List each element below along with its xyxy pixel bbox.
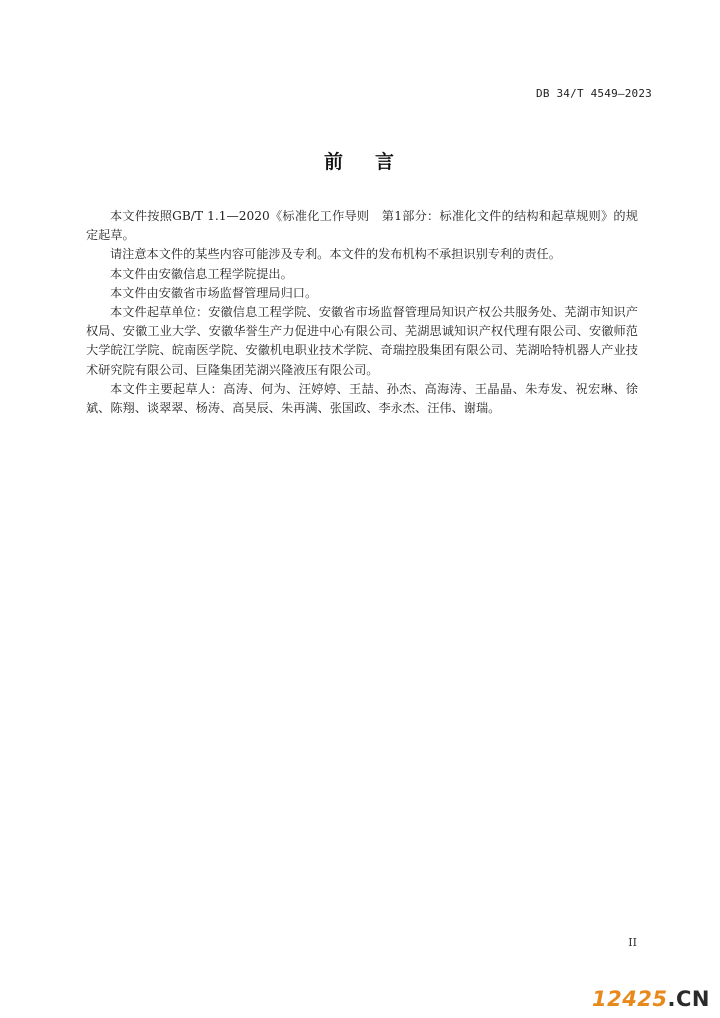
section-title-char-1: 前 <box>323 151 345 173</box>
paragraph-administrator: 本文件由安徽省市场监督管理局归口。 <box>110 285 318 300</box>
paragraph-proposer: 本文件由安徽信息工程学院提出。 <box>110 266 293 281</box>
page-number: II <box>628 936 637 949</box>
foreword-body <box>86 207 638 418</box>
section-title-char-2: 言 <box>375 151 397 173</box>
watermark-suffix: .CN <box>667 987 710 1011</box>
paragraph-drafting-basis: 本文件按照GB/T 1.1—2020《标准化工作导则 第1部分：标准化文件的结构和起草规则》的规定起草。 <box>86 209 638 243</box>
section-title <box>0 147 720 174</box>
paragraph-patent-notice: 请注意本文件的某些内容可能涉及专利。本文件的发布机构不承担识别专利的责任。 <box>110 247 561 262</box>
paragraph-drafters: 本文件主要起草人：高涛、何为、汪婷婷、王喆、孙杰、高海涛、王晶晶、朱寿发、祝宏琳、徐斌、陈翔、谈翠翠、杨涛、高昊辰、朱再满、张国政、李永杰、汪伟、谢瑞。 <box>86 381 638 416</box>
watermark-number: 12425 <box>591 987 668 1011</box>
document-code: DB 34/T 4549—2023 <box>536 87 652 100</box>
paragraph-drafting-units: 本文件起草单位：安徽信息工程学院、安徽省市场监督管理局知识产权公共服务处、芜湖市知识产权局、安徽工业大学、安徽华誉生产力促进中心有限公司、芜湖思诚知识产权代理有限公司、安徽师范大学皖江学院、皖南医学院、安徽机电职业技术学院、奇瑞控股集团有限公司、芜湖哈特机器人产业技术研究院有限公司、巨隆集团芜湖兴隆液压有限公司。 <box>86 305 638 377</box>
site-watermark <box>592 987 710 1011</box>
